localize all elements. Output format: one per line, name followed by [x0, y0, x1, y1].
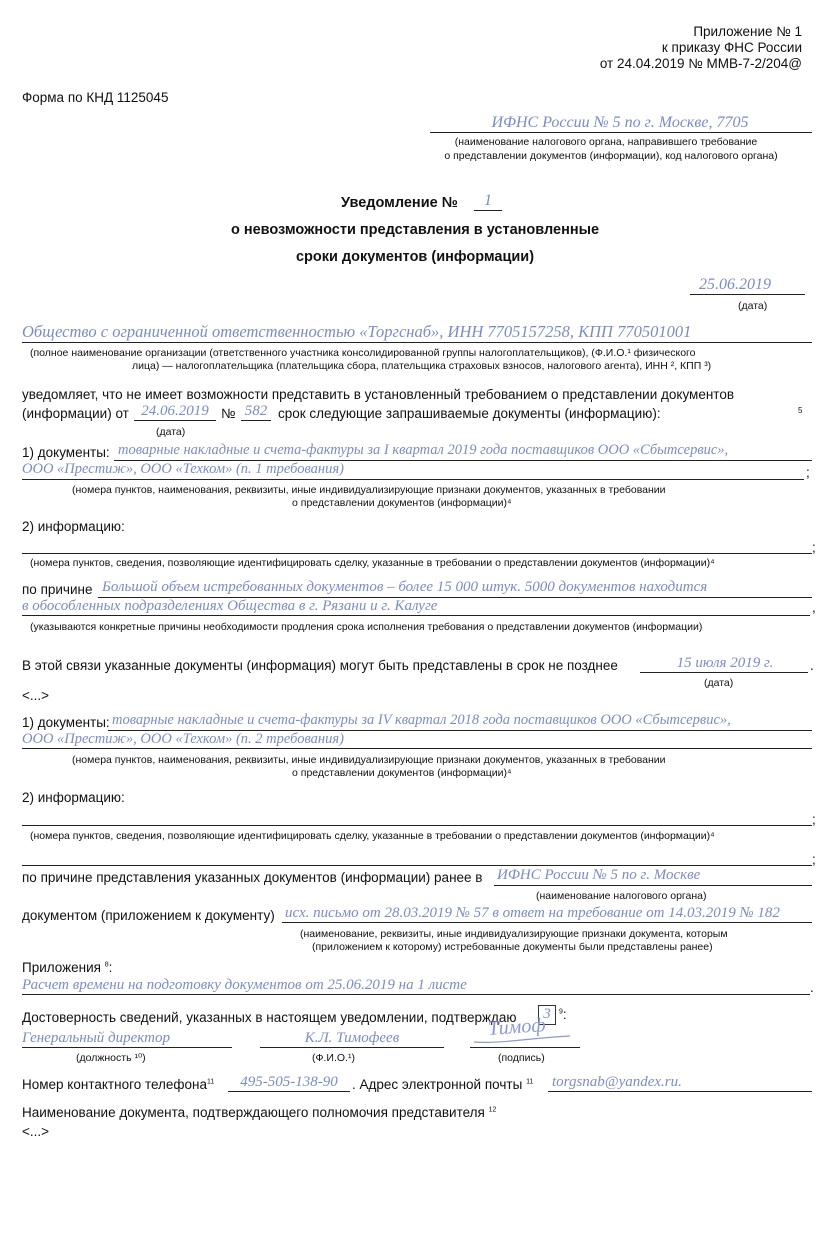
s1-reason-line-2-rule	[22, 615, 810, 616]
s1-docs-caption-2: о представлении документов (информации)⁴	[292, 497, 512, 509]
s1-docs-caption-1: (номера пунктов, наименования, реквизиты, иные индивидуализирующие признаки документов, указанных в требовании	[72, 484, 666, 496]
ellipsis-1: <...>	[22, 688, 50, 703]
appendix-line-1: Приложение № 1	[693, 24, 802, 39]
s1-reason-line-2: в обособленных подразделениях Общества в г. Рязани и г. Калуге	[22, 598, 438, 614]
tax-authority-caption-2: о представлении документов (информации), код налогового органа)	[444, 150, 778, 162]
attachments-label: Приложения $^8$:	[22, 960, 113, 975]
attachments-rule	[22, 994, 810, 995]
organization-caption-2: лица) — налогоплательщика (плательщика сбора, плательщика страховых взносов, налогового агента), ИНН ², КПП ³)	[132, 360, 712, 372]
s2-info-semicolon-2: ;	[812, 852, 816, 867]
email-value: torgsnab@yandex.ru.	[552, 1074, 682, 1090]
s1-docs-label: 1) документы:	[22, 445, 110, 460]
signature-caption: (подпись)	[498, 1052, 545, 1064]
s1-docs-line-2: ООО «Престиж», ООО «Техком» (п. 1 требования)	[22, 461, 344, 477]
notice-line-1: уведомляет, что не имеет возможности представить в установленный требованием о представлении документов	[22, 387, 735, 402]
s1-docs-line-1: товарные накладные и счета-фактуры за I квартал 2019 года поставщиков ООО «Сбытсервис»,	[118, 442, 729, 458]
confirmation-value: 3	[543, 1006, 551, 1022]
s2-info-label: 2) информацию:	[22, 790, 125, 805]
notice-line-2-suffix: срок следующие запрашиваемые документы (информацию):	[278, 406, 661, 421]
s1-info-label: 2) информацию:	[22, 519, 125, 534]
phone-rule	[228, 1091, 350, 1092]
appendix-line-2: к приказу ФНС России	[661, 40, 802, 55]
signature: Тимоф	[487, 1014, 547, 1040]
representative-text	[22, 1105, 496, 1120]
s2-docs-label: 1) документы:	[22, 715, 110, 730]
footnote-5: 5	[798, 406, 803, 415]
s1-info-caption: (номера пунктов, сведения, позволяющие идентифицировать сделку, указанные в требовании о представлении документов (информации)⁴	[30, 557, 715, 569]
s2-info-caption: (номера пунктов, сведения, позволяющие идентифицировать сделку, указанные в требовании о представлении документов (информации)⁴	[30, 830, 715, 842]
email-footnote: 11	[526, 1078, 534, 1086]
requirement-date-line	[134, 420, 216, 421]
s2-docs-line-2: ООО «Престиж», ООО «Техком» (п. 2 требования)	[22, 731, 344, 747]
attachments-label-text: Приложения	[22, 960, 101, 975]
signatory-name-rule	[260, 1047, 444, 1048]
requirement-number: 582	[244, 403, 268, 419]
confirmation-colon: :	[562, 1007, 567, 1022]
phone-value: 495-505-138-90	[240, 1074, 338, 1090]
confirmation-text: Достоверность сведений, указанных в настоящем уведомлении, подтверждаю	[22, 1010, 517, 1025]
s1-reason-end: ,	[812, 600, 816, 615]
title-line-2: о невозможности представления в установленные	[230, 222, 600, 238]
s2-docs-line-1: товарные накладные и счета-фактуры за IV квартал 2018 года поставщиков ООО «Сбытсервис»,	[112, 712, 731, 728]
title-number-line	[474, 210, 502, 211]
tax-authority-value: ИФНС России № 5 по г. Москве, 7705	[491, 114, 749, 131]
signatory-position-caption: (должность ¹⁰)	[76, 1052, 146, 1064]
signatory-name-caption: (Ф.И.О.¹)	[312, 1052, 355, 1064]
earlier-label: по причине представления указанных документов (информации) ранее в	[22, 870, 483, 885]
phone-footnote: 11	[207, 1078, 215, 1086]
confirmation-footnote-num: 9	[559, 1008, 563, 1016]
s1-reason-label: по причине	[22, 582, 93, 597]
earlier-caption: (наименование налогового органа)	[536, 890, 707, 902]
signatory-position: Генеральный директор	[22, 1030, 170, 1046]
appendix-line-3: от 24.04.2019 № ММВ-7-2/204@	[599, 56, 802, 71]
notice-date-caption: (дата)	[738, 300, 768, 312]
representative-footnote: 12	[488, 1106, 497, 1114]
ellipsis-2: <...>	[22, 1124, 50, 1139]
s1-reason-line-1: Большой объем истребованных документов – более 15 000 штук. 5000 документов находится	[102, 579, 708, 595]
signatory-position-rule	[22, 1047, 232, 1048]
title-number: 1	[484, 192, 492, 209]
signatory-name: К.Л. Тимофеев	[304, 1030, 400, 1046]
s2-docs-caption-1: (номера пунктов, наименования, реквизиты, иные индивидуализирующие признаки документов, указанных в требовании	[72, 754, 666, 766]
email-label-text: . Адрес электронной почты	[352, 1077, 523, 1092]
title-line-3: сроки документов (информации)	[295, 249, 535, 265]
s2-info-rule-2	[22, 865, 812, 866]
organization-value: Общество с ограниченной ответственностью «Торгснаб», ИНН 7705157258, КПП 770501001	[22, 322, 692, 341]
s2-info-rule-1	[22, 825, 812, 826]
signature-flourish	[470, 1014, 580, 1048]
s2-info-semicolon-1: ;	[812, 812, 816, 827]
notice-line-2-prefix: (информации) от	[22, 406, 129, 421]
deadline-text: В этой связи указанные документы (информация) могут быть представлены в срок не позднее	[22, 658, 618, 673]
title-prefix: Уведомление №	[341, 195, 458, 211]
email-rule	[548, 1091, 812, 1092]
attachments-footnote: 8	[104, 961, 109, 969]
attachments-end: .	[810, 980, 814, 995]
earlier-rule	[494, 885, 812, 886]
s1-docs-line-2-rule	[22, 479, 804, 480]
number-label: №	[221, 406, 236, 421]
doc-caption-2: (приложением к которому) истребованные документы были представлены ранее)	[312, 941, 713, 953]
phone-label-text: Номер контактного телефона	[22, 1077, 208, 1092]
deadline-end: .	[810, 658, 814, 673]
notice-date-line	[690, 294, 805, 295]
requirement-date: 24.06.2019	[141, 403, 209, 419]
deadline-rule	[640, 672, 808, 673]
form-code: Форма по КНД 1125045	[22, 90, 169, 105]
tax-authority-caption-1: (наименование налогового органа, направившего требование	[454, 136, 758, 148]
doc-caption-1: (наименование, реквизиты, иные индивидуализирующие признаки документа, которым	[300, 928, 728, 940]
doc-label: документом (приложением к документу)	[22, 908, 275, 923]
tax-authority-line	[430, 132, 812, 133]
earlier-value: ИФНС России № 5 по г. Москве	[497, 867, 701, 883]
email-label	[352, 1077, 533, 1092]
attachments-value: Расчет времени на подготовку документов от 25.06.2019 на 1 листе	[22, 977, 467, 993]
doc-rule	[282, 922, 812, 923]
requirement-number-line	[241, 420, 271, 421]
s1-info-rule	[22, 553, 812, 554]
deadline-value: 15 июля 2019 г.	[676, 655, 774, 671]
requirement-date-caption: (дата)	[156, 426, 186, 438]
signature-rule	[470, 1047, 580, 1048]
organization-line	[22, 342, 812, 343]
s1-docs-semicolon: ;	[806, 465, 810, 480]
s2-docs-caption-2: о представлении документов (информации)⁴	[292, 767, 512, 779]
organization-caption-1: (полное наименование организации (ответственного участника консолидированной группы налогоплательщиков), (Ф.И.О.¹ физического	[30, 347, 696, 359]
notice-date-value: 25.06.2019	[699, 276, 771, 293]
s1-reason-caption: (указываются конкретные причины необходимости продления срока исполнения требования о представлении документов (информации)	[30, 621, 703, 633]
s2-docs-line-2-rule	[22, 748, 812, 749]
deadline-caption: (дата)	[704, 677, 734, 689]
s1-info-semicolon: ;	[812, 540, 816, 555]
phone-label	[22, 1077, 214, 1092]
representative-text-label: Наименование документа, подтверждающего полномочия представителя	[22, 1105, 485, 1120]
doc-value: исх. письмо от 28.03.2019 № 57 в ответ на требование от 14.03.2019 № 182	[285, 905, 780, 921]
